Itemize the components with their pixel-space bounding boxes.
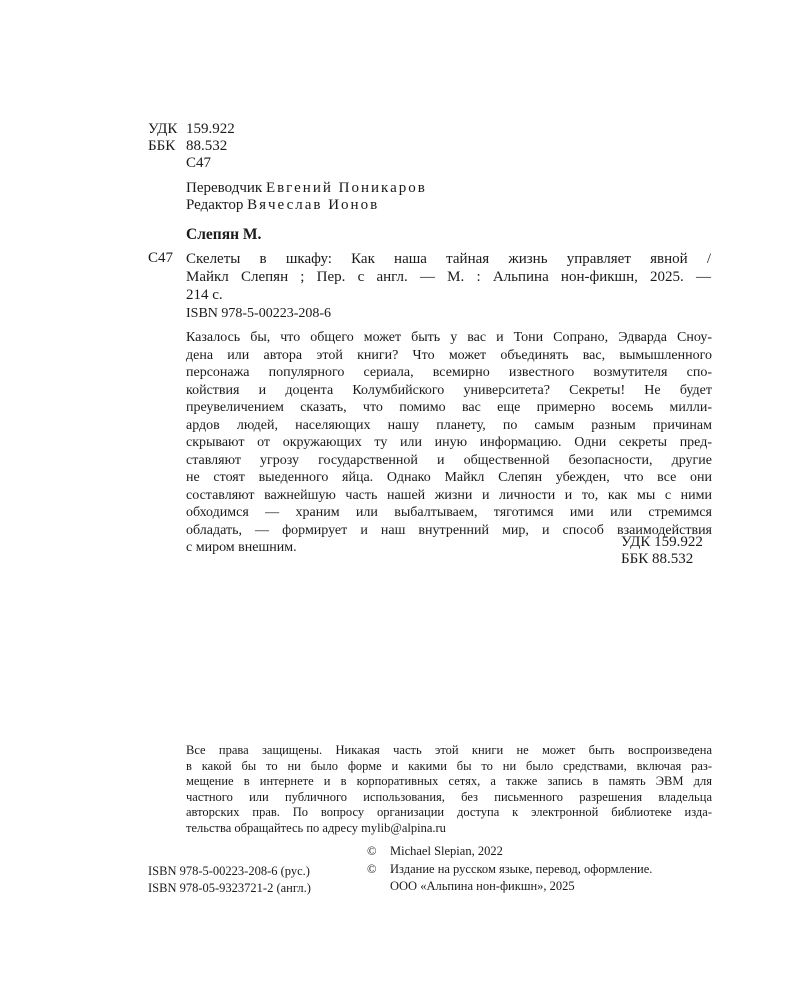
annotation-line: преувеличением сказать, что помимо вас еще примерно восемь милли- bbox=[186, 400, 712, 415]
annotation-line: обладать, — формирует и наш внутренний мир, и способ взаимодействия bbox=[186, 522, 712, 538]
annotation-line: скрывают от окружающих ту или иную информацию. Одни секреты пред- bbox=[186, 435, 712, 450]
annotation-line: с миром внешним. bbox=[186, 540, 297, 555]
bottom-udk: УДК 159.922 bbox=[621, 534, 703, 550]
editor-line bbox=[186, 197, 379, 214]
citation-line: Майкл Слепян ; Пер. с англ. — М. : Альпина нон-фикшн, 2025. — bbox=[186, 269, 711, 285]
annotation-line: обходимся — храним или выбалтываем, тяготимся ими или стремимся bbox=[186, 505, 712, 520]
bottom-bbk: ББК 88.532 bbox=[621, 551, 694, 567]
isbn-english: ISBN 978-05-9323721-2 (англ.) bbox=[148, 881, 311, 895]
annotation-line: персонажа популярного сериала, всемирно известного возмутителя спо- bbox=[186, 365, 712, 380]
editor-label: Редактор bbox=[186, 197, 244, 213]
copyright-publisher: ООО «Альпина нон-фикшн», 2025 bbox=[390, 879, 575, 893]
annotation-line: составляют важнейшую часть нашей жизни и личности и то, как мы с ними bbox=[186, 487, 712, 503]
annotation-line: койствия и доцента Колумбийского университета? Секреты! Не будет bbox=[186, 382, 712, 398]
copyright-symbol-2: © bbox=[367, 862, 377, 876]
rights-line: в какой бы то ни было форме и какими бы то ни было средствами, включая раз- bbox=[186, 758, 712, 773]
rights-line: авторских прав. По вопросу организации доступа к электронной библиотеке изда- bbox=[186, 805, 712, 820]
udk-value: 159.922 bbox=[186, 121, 235, 137]
translator-name: Евгений Поникаров bbox=[265, 180, 427, 196]
translator-label: Переводчик bbox=[186, 180, 263, 196]
rights-line: Все права защищены. Никакая часть этой книги не может быть воспроизведена bbox=[186, 743, 712, 757]
catalog-mark: С47 bbox=[148, 250, 174, 266]
udk-label: УДК bbox=[148, 121, 178, 137]
rights-line: тельства обращайтесь по адресу mylib@alpina.ru bbox=[186, 820, 446, 835]
bbk-value: 88.532 bbox=[186, 138, 228, 154]
citation-line: 214 с. bbox=[186, 287, 223, 303]
rights-line: частного или публичного использования, без письменного разрешения владельца bbox=[186, 789, 712, 804]
author-mark: С47 bbox=[186, 155, 212, 171]
rights-line: мещение в интернете и в корпоративных сетях, а также запись в память ЭВМ для bbox=[186, 774, 712, 789]
citation-line: Скелеты в шкафу: Как наша тайная жизнь управляет явной / bbox=[186, 251, 711, 267]
rights-notice bbox=[186, 743, 712, 837]
editor-name: Вячеслав Ионов bbox=[247, 197, 380, 213]
annotation-line: ставляют угрозу государственной и общественной безопасности, другие bbox=[186, 452, 712, 468]
author-heading: Слепян М. bbox=[186, 226, 262, 243]
translator-line bbox=[186, 180, 427, 197]
bbk-label: ББК bbox=[148, 138, 176, 154]
annotation-line: ардов людей, населяющих нашу планету, по самым разным причинам bbox=[186, 417, 712, 433]
isbn-russian: ISBN 978-5-00223-208-6 (рус.) bbox=[148, 864, 310, 878]
annotation-line: не стоят выеденного яйца. Однако Майкл Слепян убежден, что все они bbox=[186, 470, 712, 485]
citation bbox=[186, 250, 711, 304]
copyright-original: Michael Slepian, 2022 bbox=[390, 844, 503, 858]
annotation-line: Казалось бы, что общего может быть у вас и Тони Сопрано, Эдварда Сноу- bbox=[186, 330, 712, 345]
copyright-symbol-1: © bbox=[367, 844, 377, 858]
annotation bbox=[186, 329, 712, 557]
annotation-line: дена или автора этой книги? Что может объединять вас, вымышленного bbox=[186, 347, 712, 363]
isbn: ISBN 978-5-00223-208-6 bbox=[186, 306, 332, 321]
copyright-russian-edition: Издание на русском языке, перевод, оформление. bbox=[390, 862, 653, 876]
